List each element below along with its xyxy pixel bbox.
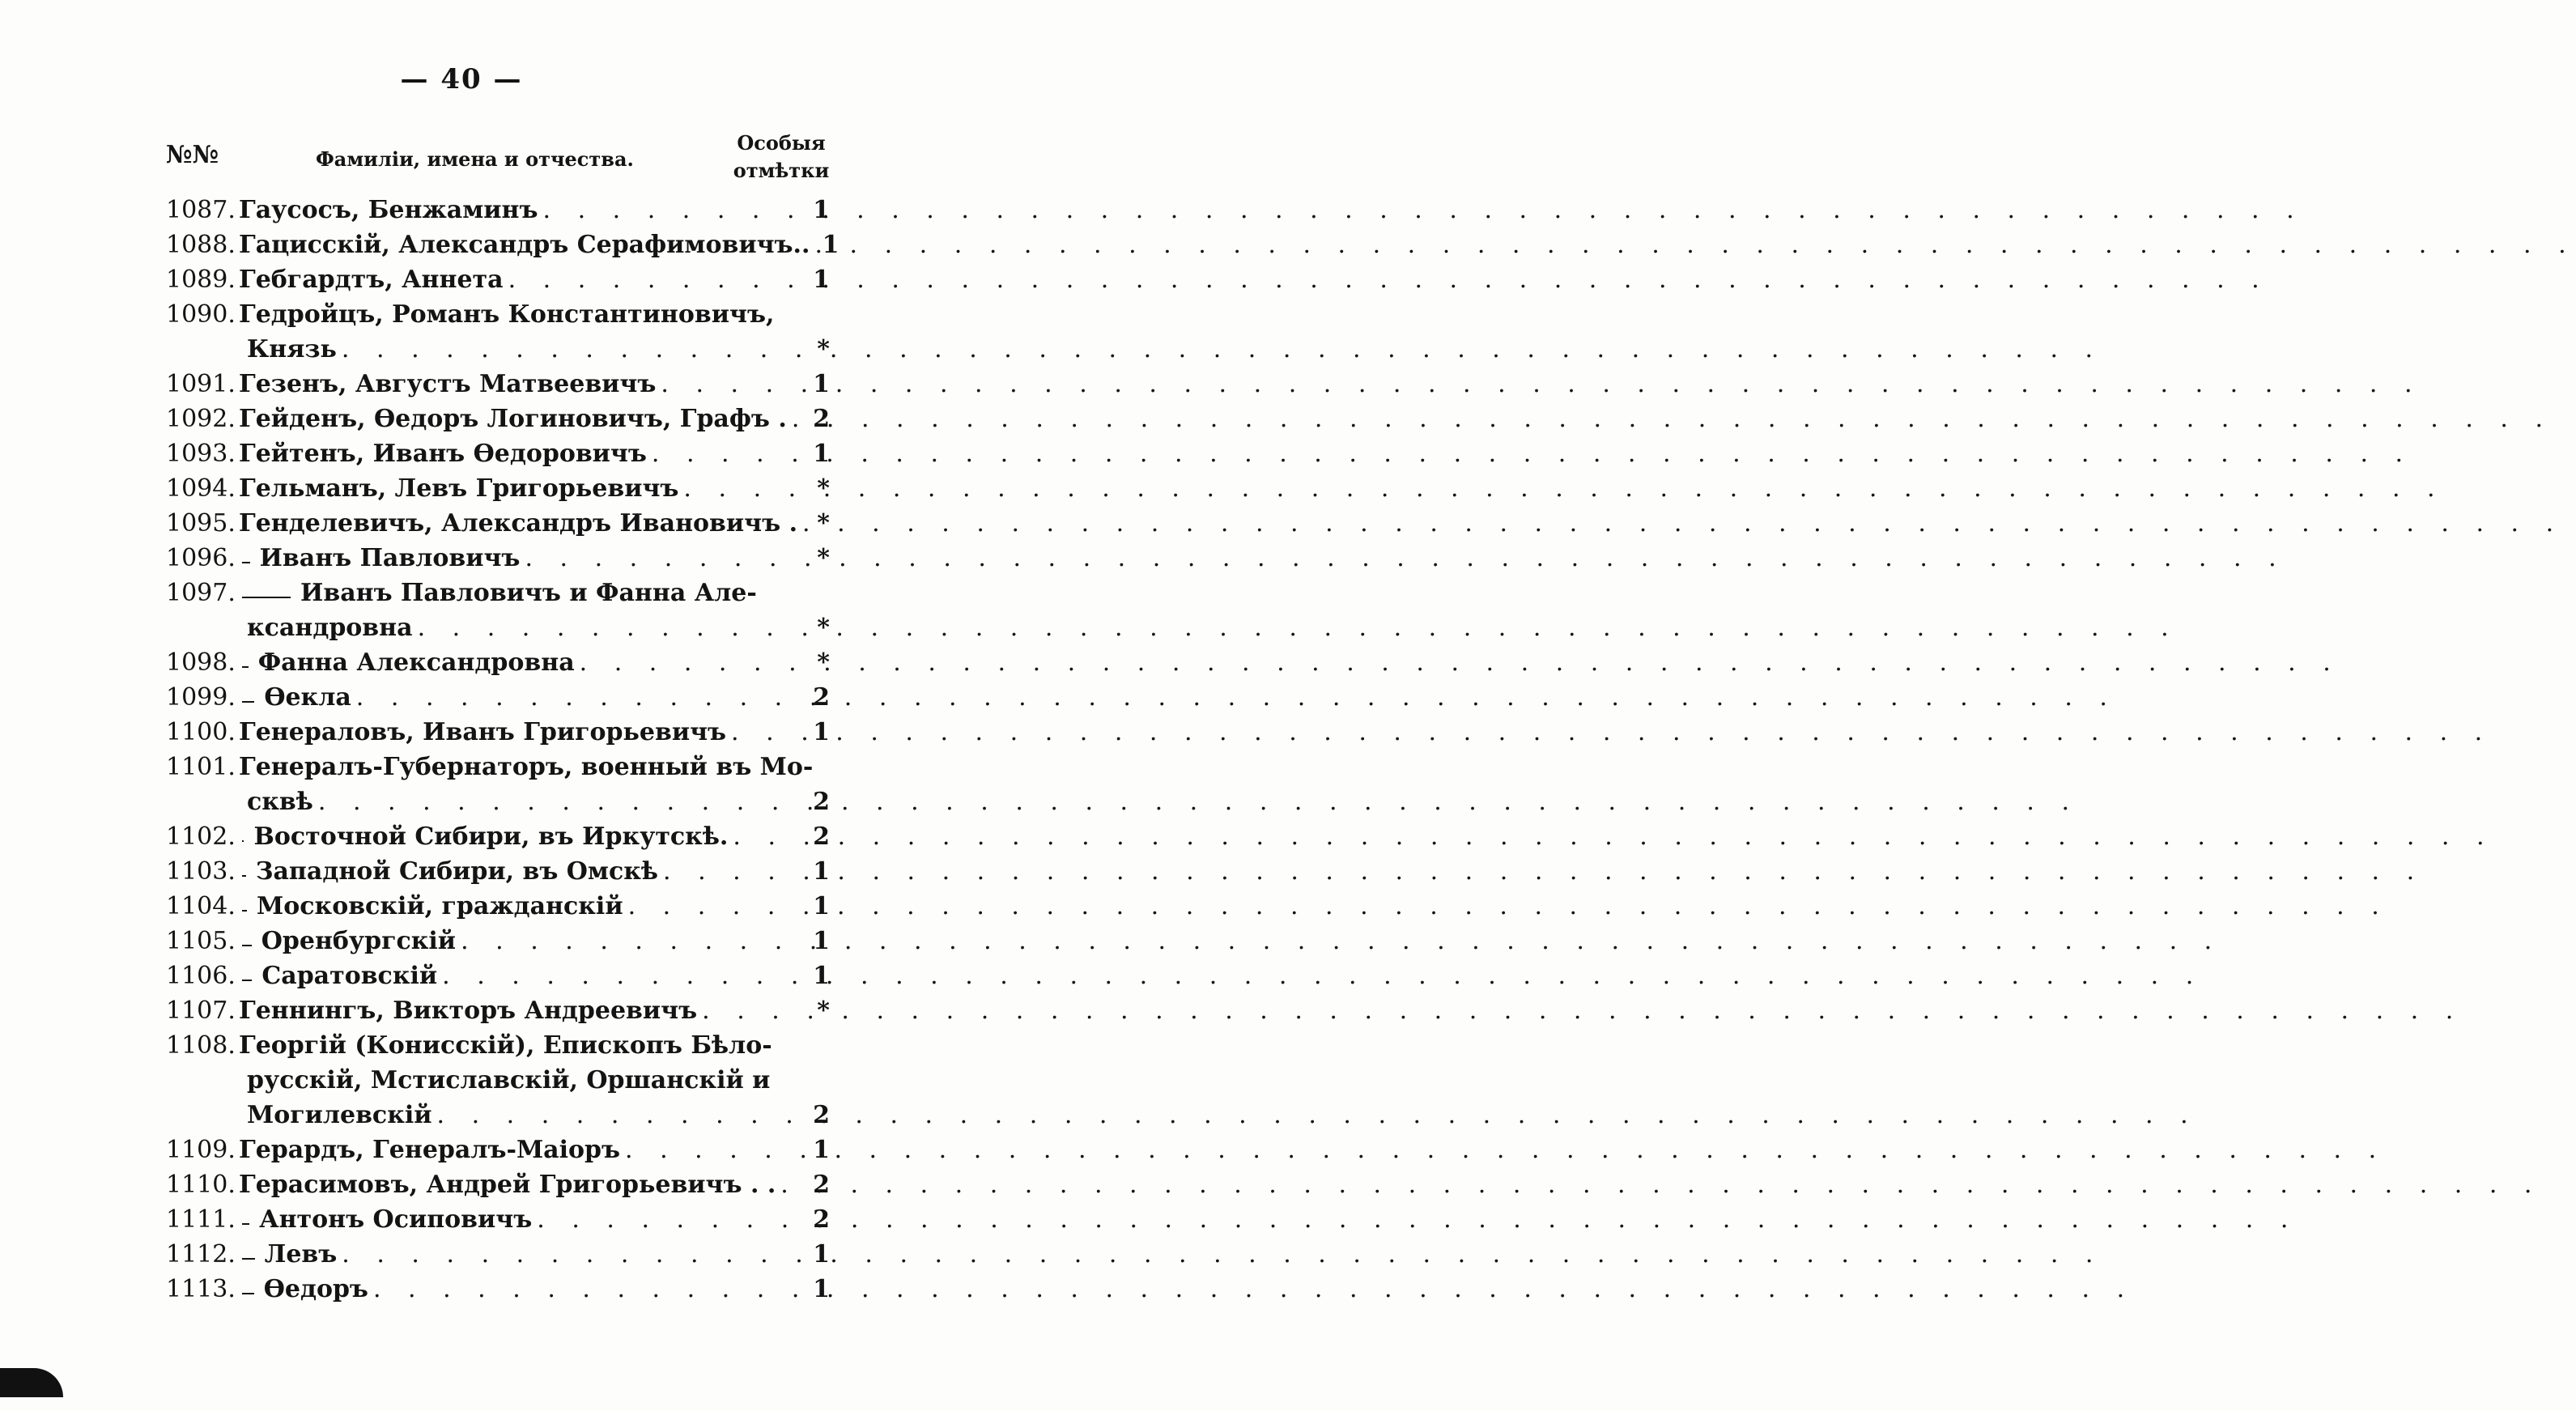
entry-name-text: Гейтенъ, Иванъ Ѳедоровичъ [239,440,647,468]
entry-mark: 1 [813,927,830,955]
list-item [166,402,830,436]
list-item [166,1028,830,1133]
dot-leader [504,262,806,297]
entry-list [166,193,840,1307]
entry-mark: 2 [813,1171,830,1199]
list-item [166,262,830,297]
page-number: — 40 — [400,63,523,96]
entry-number: 1098. [166,648,236,677]
entry-number: 1099. [166,683,236,712]
entry-number: 1111. [166,1205,236,1234]
dot-leader [456,924,806,958]
entry-line [166,1272,830,1307]
dot-leader [413,610,806,645]
entry-name-text: Князь [247,335,337,363]
list-item [166,924,830,958]
list-item [166,1272,830,1307]
entry-line [166,993,830,1028]
entry-number: 1107. [166,997,236,1025]
dot-leader [432,1098,806,1133]
dot-leader [787,402,806,436]
dot-leader [797,506,806,541]
entry-mark: 1 [813,266,830,294]
entry-number: 1104. [166,892,236,920]
list-item [166,854,830,889]
entry-line [166,680,830,715]
entry-name-text: Могилевскій [247,1101,432,1129]
dot-leader [538,193,806,227]
entry-number: 1094. [166,474,236,503]
ink-blot [0,1368,63,1397]
ditto-dash [242,945,252,946]
entry-number: 1105. [166,927,236,955]
entry-line [166,889,830,924]
entry-number: 1108. [166,1031,236,1060]
entry-line [166,1237,830,1272]
entry-mark: 2 [813,1205,830,1234]
dot-leader [351,680,806,715]
dot-leader [620,1133,806,1167]
entry-line [166,193,830,227]
entry-line [166,541,830,576]
entry-name-text: Гебгардтъ, Аннета [239,266,504,294]
entry-line [166,1098,830,1133]
entry-mark: 1 [813,1240,830,1269]
list-item [166,506,830,541]
dot-leader [532,1202,806,1237]
dot-leader [697,993,806,1028]
dot-leader [678,471,806,506]
entry-mark: 2 [813,405,830,433]
entry-name-text: Герардъ, Генералъ-Маіоръ [239,1136,621,1164]
entry-name-text: сквѣ [247,788,313,816]
entry-line [166,1133,830,1167]
entry-name-text: Гедройцъ, Романъ Константиновичъ, [239,300,775,329]
entry-mark: 1 [822,231,840,259]
entry-number: 1088. [166,231,236,259]
entry-number: 1112. [166,1240,236,1269]
entry-number: 1087. [166,196,236,224]
entry-line [166,576,830,610]
dot-leader [656,367,806,402]
entry-mark: 1 [813,1275,830,1303]
entry-line [166,1028,830,1063]
entry-number: 1101. [166,753,236,781]
ditto-dash [242,980,252,981]
entry-number: 1103. [166,857,236,886]
entry-line [166,715,830,750]
entry-line [166,1167,830,1202]
entry-name-text: Ѳекла [264,683,351,712]
entry-name-text: ксандровна [247,614,413,642]
entry-name-text: Гаусосъ, Бенжаминъ [239,196,538,224]
list-item [166,680,830,715]
entry-line [166,297,830,332]
entry-name-text: Геннингъ, Викторъ Андреевичъ [239,997,698,1025]
entry-line [166,471,830,506]
entry-number: 1096. [166,544,236,572]
entry-name-text: Георгій (Конисскій), Епископъ Бѣло- [239,1031,772,1060]
header-notes-column [733,130,830,185]
list-item [166,576,830,645]
entry-line [166,854,830,889]
entry-line [166,924,830,958]
entry-line [166,262,830,297]
entry-number: 1100. [166,718,236,746]
entry-line [166,645,830,680]
entry-mark: * [817,509,830,538]
entry-line [166,402,830,436]
ditto-dash [242,1258,255,1260]
entry-line [166,367,830,402]
entry-line [166,958,830,993]
header-notes-line-1: Особыя [737,131,826,155]
entry-number: 1102. [166,822,236,851]
list-item [166,1237,830,1272]
entry-mark: 2 [813,822,830,851]
dot-leader [658,854,806,889]
entry-name-text: Гельманъ, Левъ Григорьевичъ [239,474,679,503]
entry-number: 1113. [166,1275,236,1303]
list-item [166,193,830,227]
entry-mark: 1 [813,892,830,920]
entry-mark: 1 [813,440,830,468]
ditto-dash [242,910,247,912]
dot-leader [726,715,806,750]
dot-leader [520,541,806,576]
dot-leader [337,1237,806,1272]
dot-leader [437,958,806,993]
entry-number: 1106. [166,962,236,990]
list-item [166,367,830,402]
entry-mark: * [817,648,830,677]
entry-line [166,1063,830,1098]
dot-leader [575,645,806,680]
list-item [166,645,830,680]
dot-leader [313,784,806,819]
entry-number: 1109. [166,1136,236,1164]
entry-name-text: русскій, Мстиславскій, Оршанскій и [247,1066,771,1094]
list-item [166,227,840,262]
header-number-column: №№ [166,141,219,169]
list-item [166,958,830,993]
entry-name-text: Иванъ Павловичъ [259,544,521,572]
list-item [166,436,830,471]
entry-line [166,750,830,784]
ditto-dash [242,1293,254,1294]
list-item [166,541,830,576]
entry-mark: 1 [813,718,830,746]
entry-name-text: Оренбургскій [261,927,457,955]
entry-mark: 2 [813,683,830,712]
entry-line [166,819,830,854]
entry-number: 1092. [166,405,236,433]
entry-name-text: Гезенъ, Августъ Матвеевичъ [239,370,657,398]
entry-mark: * [817,474,830,503]
entry-mark: 1 [813,196,830,224]
entry-number: 1090. [166,300,236,329]
list-item [166,715,830,750]
entry-mark: 2 [813,1101,830,1129]
entry-line [166,227,840,262]
ditto-dash [242,701,254,703]
entry-line [166,436,830,471]
dot-leader [623,889,806,924]
dot-leader [728,819,806,854]
list-item [166,750,830,819]
entry-mark: 2 [813,788,830,816]
ditto-dash [242,840,244,842]
entry-line [166,784,830,819]
dot-leader [368,1272,806,1307]
entry-name-text: Генделевичъ, Александръ Ивановичъ . [239,509,798,538]
entry-name-text: Западной Сибири, въ Омскѣ [255,857,659,886]
entry-line [166,610,830,645]
entry-number: 1089. [166,266,236,294]
entry-mark: * [817,614,830,642]
entry-mark: * [817,544,830,572]
entry-name-text: Саратовскій [261,962,438,990]
entry-name-text: Московскій, гражданскій [257,892,623,920]
entry-number: 1091. [166,370,236,398]
list-item [166,1167,830,1202]
entry-mark: 1 [813,962,830,990]
dot-leader [337,332,806,367]
entry-mark: * [817,997,830,1025]
entry-name-text: Генералъ-Губернаторъ, военный въ Мо- [239,753,814,781]
ditto-dash [242,562,250,563]
list-item [166,1202,830,1237]
list-item [166,993,830,1028]
dot-leader [776,1167,806,1202]
ditto-dash [242,1223,249,1225]
header-names-column: Фамиліи, имена и отчества. [316,147,634,171]
entry-name-text: Восточной Сибири, въ Иркутскѣ. [253,822,729,851]
list-item [166,819,830,854]
list-item [166,471,830,506]
list-item [166,1133,830,1167]
entry-number: 1095. [166,509,236,538]
entry-line [166,506,830,541]
table-header [166,130,830,188]
entry-mark: 1 [813,1136,830,1164]
entry-mark: 1 [813,857,830,886]
entry-name-text: Антонъ Осиповичъ [259,1205,533,1234]
list-item [166,889,830,924]
ditto-dash [242,597,291,598]
list-item [166,297,830,367]
entry-name-text: Ѳедоръ [263,1275,368,1303]
header-notes-line-2: отмѣтки [733,159,830,182]
entry-mark: 1 [813,370,830,398]
dot-leader [647,436,806,471]
entry-name-text: Генераловъ, Иванъ Григорьевичъ [239,718,727,746]
entry-number: 1093. [166,440,236,468]
entry-line [166,332,830,367]
entry-number: 1097. [166,579,236,607]
entry-name-text: Герасимовъ, Андрей Григорьевичъ . . [239,1171,776,1199]
entry-line [166,1202,830,1237]
entry-number: 1110. [166,1171,236,1199]
entry-name-text: Левъ [264,1240,338,1269]
entry-mark: * [817,335,830,363]
ditto-dash [242,875,246,877]
entry-name-text: Гацисскій, Александръ Серафимовичъ.. [239,231,810,259]
entry-name-text: Иванъ Павловичъ и Фанна Але- [300,579,757,607]
ditto-dash [242,666,249,668]
entry-name-text: Гейденъ, Ѳедоръ Логиновичъ, Графъ . [239,405,787,433]
entry-name-text: Фанна Александровна [257,648,575,677]
